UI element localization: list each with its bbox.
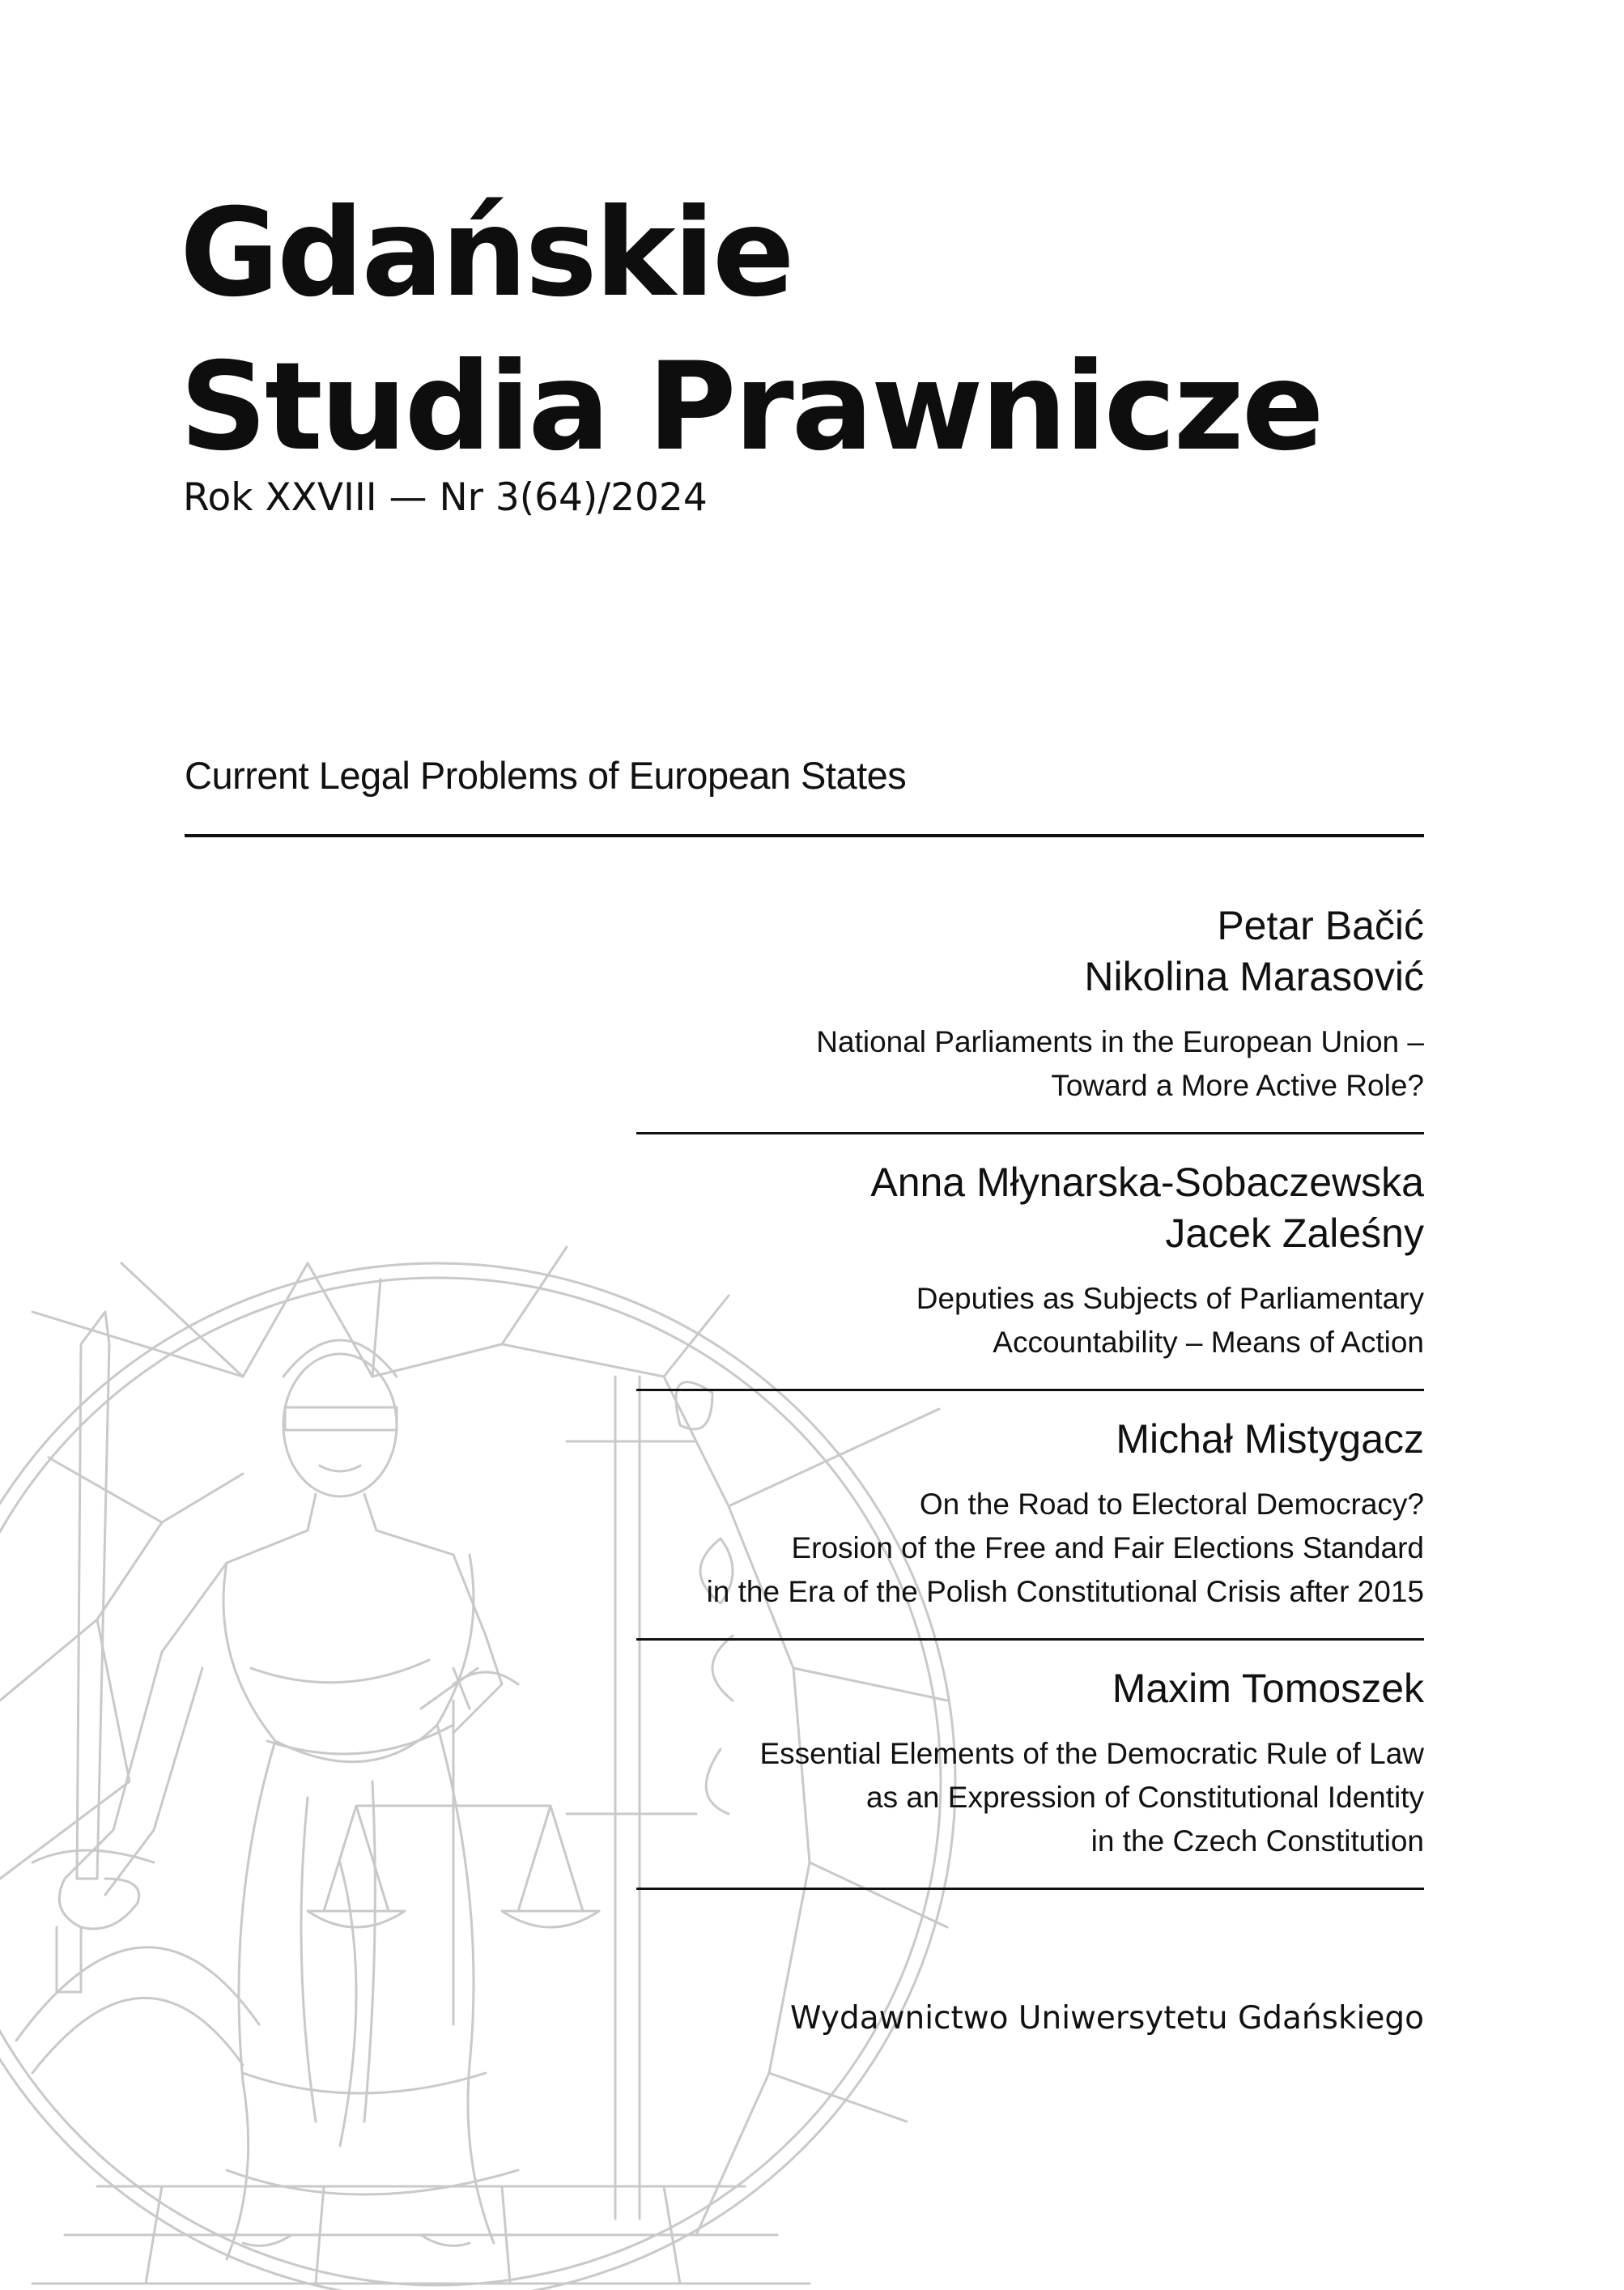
article-divider (636, 1888, 1424, 1890)
article-title-line: On the Road to Electoral Democracy? (919, 1488, 1424, 1521)
article-entry (636, 900, 1424, 1108)
author-name: Anna Młynarska-Sobaczewska (870, 1160, 1424, 1205)
article-authors (636, 1414, 1424, 1465)
article-title-line: Toward a More Active Role? (1051, 1069, 1424, 1102)
article-title (636, 1277, 1424, 1364)
article-entry (636, 1414, 1424, 1614)
publisher-name: Wydawnictwo Uniwersytetu Gdańskiego (789, 2000, 1424, 2037)
article-title (636, 1732, 1424, 1863)
journal-title-line2: Studia Prawnicze (180, 337, 1322, 478)
article-list (636, 900, 1424, 1913)
article-entry (636, 1157, 1424, 1364)
article-divider (636, 1389, 1424, 1391)
article-divider (636, 1132, 1424, 1134)
article-title-line: as an Expression of Constitutional Identity (866, 1781, 1424, 1814)
article-title-line: Accountability – Means of Action (993, 1326, 1424, 1359)
issue-theme: Current Legal Problems of European States (185, 754, 907, 797)
article-title-line: in the Era of the Polish Constitutional Crisis after 2015 (706, 1575, 1424, 1608)
issue-number: Rok XXVIII — Nr 3(64)/2024 (183, 475, 708, 520)
article-title-line: Erosion of the Free and Fair Elections Standard (791, 1531, 1424, 1564)
article-title-line: Essential Elements of the Democratic Rule of Law (759, 1737, 1424, 1770)
article-title-line: in the Czech Constitution (1090, 1824, 1424, 1858)
article-title-line: National Parliaments in the European Union – (816, 1025, 1424, 1058)
article-authors (636, 1157, 1424, 1259)
author-name: Nikolina Marasović (1084, 954, 1424, 999)
article-title (636, 1020, 1424, 1108)
journal-title (180, 177, 1475, 484)
author-name: Maxim Tomoszek (1112, 1666, 1424, 1711)
journal-title-line1: Gdańskie (180, 183, 793, 324)
article-title (636, 1483, 1424, 1614)
article-authors (636, 900, 1424, 1002)
article-divider (636, 1638, 1424, 1641)
theme-divider (185, 834, 1424, 837)
author-name: Jacek Zaleśny (1165, 1211, 1424, 1256)
author-name: Michał Mistygacz (1116, 1416, 1424, 1462)
article-title-line: Deputies as Subjects of Parliamentary (916, 1282, 1424, 1315)
article-authors (636, 1663, 1424, 1714)
article-entry (636, 1663, 1424, 1863)
author-name: Petar Bačić (1217, 903, 1424, 948)
